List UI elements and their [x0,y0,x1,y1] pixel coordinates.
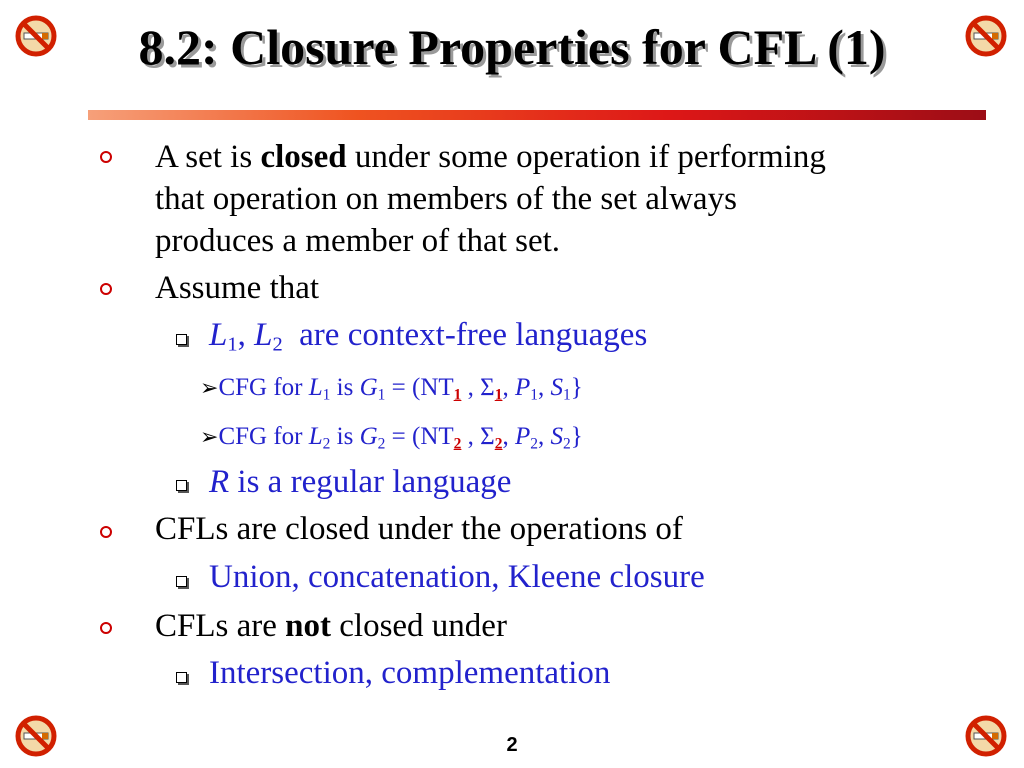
text: is a regular language [229,464,512,500]
text: , [502,423,515,450]
var: L [209,317,228,353]
text: is [330,374,360,401]
bullet-marker [100,526,112,538]
bullet-closed-under: CFLs are closed under the operations of [155,511,683,547]
text: under some operation if performing [346,139,826,175]
sub-bullet-marker [176,334,187,345]
text: , [537,423,551,450]
subscript: 1 [562,386,571,404]
bullet-closed-line3: produces a member of that set. [155,223,561,259]
subscript: 1 [322,386,331,404]
text: , [237,317,255,353]
arrow-bullet-icon: ➢ [200,376,219,401]
sub-bullet-marker [176,576,187,587]
bullet-marker [100,151,112,163]
var: P [514,423,531,450]
subscript: 2 [377,435,386,453]
sub-bullet-not-closed-ops: Intersection, complementation [209,655,611,691]
sub-bullet-marker [176,480,187,491]
var: G [359,423,378,450]
title-divider [88,110,986,120]
cfg-line-2 [200,421,583,460]
subscript: 2 [562,435,571,453]
subscript: 1 [227,333,238,356]
bullet-marker [100,283,112,295]
text: , [537,374,551,401]
text: = (NT [385,423,454,450]
text: are context-free languages [282,317,648,353]
sub-bullet-closed-ops: Union, concatenation, Kleene closure [209,559,705,595]
var: S [550,423,563,450]
bold-term: not [285,608,331,644]
bullet-closed-definition [155,136,826,178]
text: , [502,374,515,401]
bullet-assume: Assume that [155,270,320,306]
text: = (NT [385,374,454,401]
subscript: 1 [494,386,503,404]
text: CFLs are [155,608,286,644]
text: } [570,423,583,450]
page-number: 2 [506,734,518,756]
var: L [308,423,323,450]
sub-bullet-regular-language [209,462,511,502]
bullet-closed-line2: that operation on members of the set always [155,181,737,217]
text: , Σ [461,423,495,450]
text: A set is [155,139,261,175]
subscript: 2 [494,435,503,453]
slide-title: 8.2: Closure Properties for CFL (1) [138,19,886,75]
var: R [209,464,230,500]
bullet-marker [100,622,112,634]
arrow-bullet-icon: ➢ [200,425,219,450]
text: is [330,423,360,450]
cfg-line-1 [200,372,583,411]
subscript: 2 [272,333,283,356]
sub-bullet-cfl-languages [209,315,647,365]
text: , Σ [461,374,495,401]
sub-bullet-marker [176,672,187,683]
subscript: 1 [530,386,538,404]
var: S [550,374,563,401]
var: G [359,374,378,401]
text: } [570,374,583,401]
subscript: 1 [377,386,386,404]
var: L [308,374,323,401]
bold-term: closed [260,139,347,175]
var: P [514,374,531,401]
text: closed under [331,608,507,644]
var: L [254,317,273,353]
subscript: 2 [530,435,538,453]
bullet-not-closed [155,605,507,647]
subscript: 2 [453,435,462,453]
subscript: 2 [322,435,331,453]
text: CFG for [218,423,309,450]
text: CFG for [218,374,309,401]
subscript: 1 [453,386,462,404]
